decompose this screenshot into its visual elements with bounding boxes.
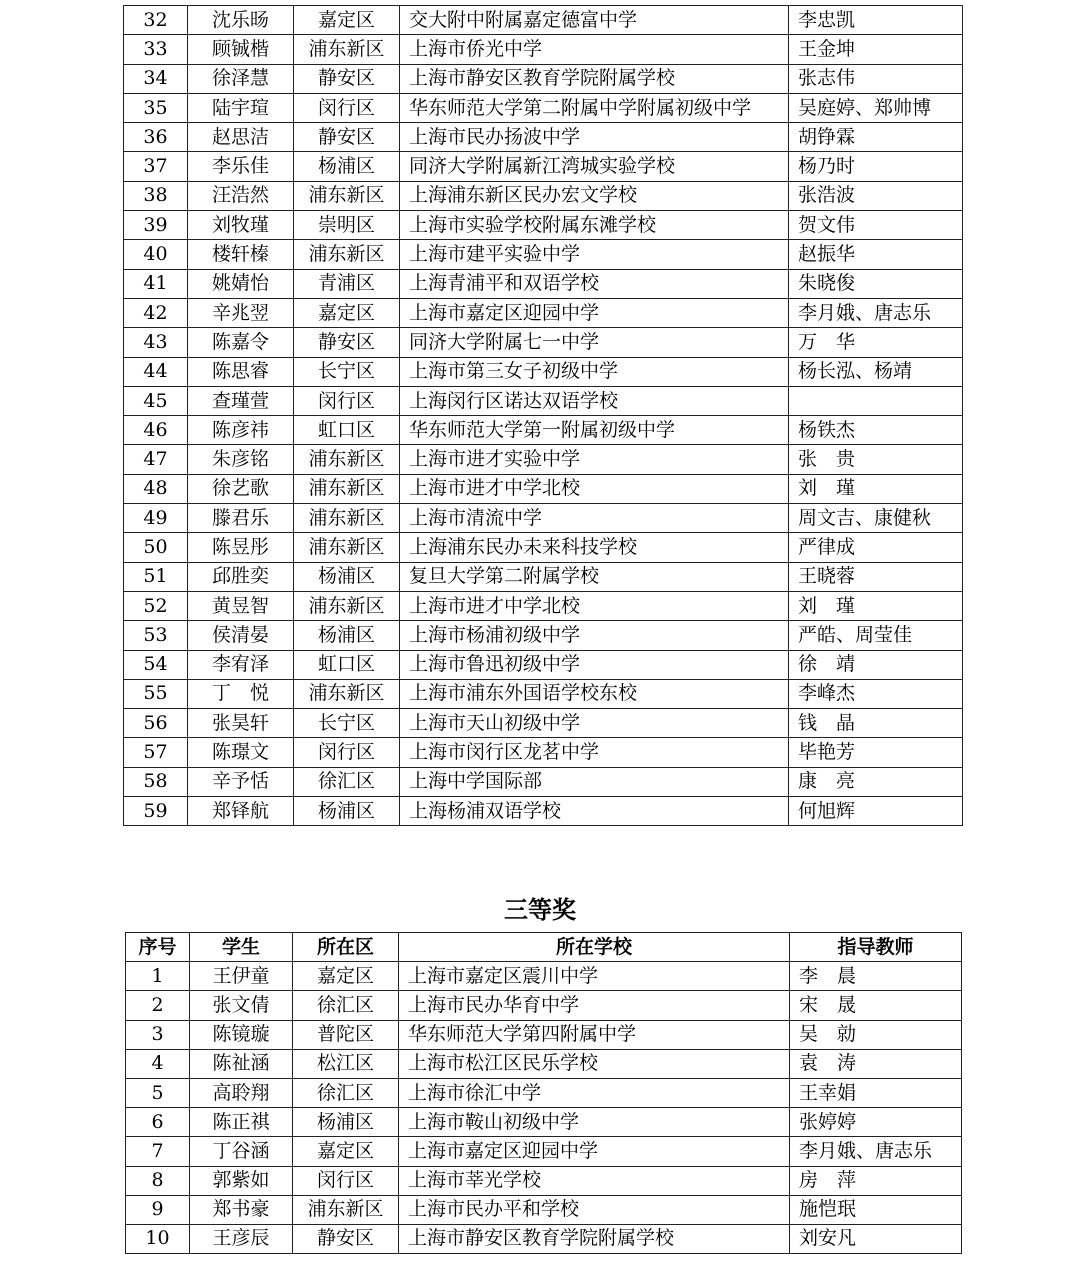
cell-district: 杨浦区 [294,152,400,181]
third-prize-table [125,932,962,1254]
third-prize-table-body [126,962,962,1254]
cell-teacher: 施恺珉 [790,1195,962,1224]
cell-teacher: 康 亮 [789,767,963,796]
cell-no: 59 [124,797,188,826]
cell-student: 辛兆翌 [188,298,294,327]
cell-no: 3 [126,1020,190,1049]
table-row [126,1108,962,1137]
cell-no: 9 [126,1195,190,1224]
cell-no: 34 [124,64,188,93]
header-student: 学生 [190,933,293,962]
cell-teacher: 万 华 [789,328,963,357]
cell-district: 浦东新区 [294,474,400,503]
table-row [124,6,963,35]
cell-district: 浦东新区 [293,1195,399,1224]
cell-no: 5 [126,1078,190,1107]
table-row [124,445,963,474]
cell-district: 浦东新区 [294,679,400,708]
table-row [124,328,963,357]
cell-student: 汪浩然 [188,181,294,210]
cell-no: 48 [124,474,188,503]
cell-student: 朱彦铭 [188,445,294,474]
cell-district: 普陀区 [293,1020,399,1049]
cell-school: 交大附中附属嘉定德富中学 [400,6,789,35]
cell-district: 浦东新区 [294,533,400,562]
cell-no: 51 [124,562,188,591]
cell-no: 47 [124,445,188,474]
cell-district: 浦东新区 [294,445,400,474]
cell-teacher: 张浩波 [789,181,963,210]
cell-district: 徐汇区 [293,1078,399,1107]
cell-teacher: 王金坤 [789,35,963,64]
cell-teacher: 杨铁杰 [789,416,963,445]
table-row [126,991,962,1020]
cell-no: 55 [124,679,188,708]
cell-district: 徐汇区 [293,991,399,1020]
table-row [124,93,963,122]
cell-teacher: 王幸娟 [790,1078,962,1107]
cell-district: 杨浦区 [294,621,400,650]
cell-district: 闵行区 [294,738,400,767]
cell-school: 上海市第三女子初级中学 [400,357,789,386]
cell-student: 沈乐旸 [188,6,294,35]
header-district: 所在区 [293,933,399,962]
table-row [124,738,963,767]
cell-student: 邱胜奕 [188,562,294,591]
third-prize-title: 三等奖 [504,895,576,924]
cell-district: 嘉定区 [294,6,400,35]
cell-district: 杨浦区 [294,562,400,591]
cell-school: 上海市嘉定区迎园中学 [400,298,789,327]
cell-no: 39 [124,211,188,240]
table-row [124,298,963,327]
cell-no: 1 [126,962,190,991]
cell-school: 上海浦东民办未来科技学校 [400,533,789,562]
cell-student: 徐艺歌 [188,474,294,503]
cell-no: 10 [126,1224,190,1253]
cell-teacher: 严皓、周莹佳 [789,621,963,650]
cell-no: 33 [124,35,188,64]
cell-district: 浦东新区 [294,591,400,620]
cell-teacher: 房 萍 [790,1166,962,1195]
cell-district: 闵行区 [293,1166,399,1195]
cell-school: 上海市清流中学 [400,504,789,533]
cell-school: 上海市实验学校附属东滩学校 [400,211,789,240]
cell-student: 陈昱彤 [188,533,294,562]
cell-school: 上海市进才中学北校 [400,591,789,620]
cell-district: 浦东新区 [294,181,400,210]
cell-district: 嘉定区 [293,1137,399,1166]
cell-district: 静安区 [293,1224,399,1253]
cell-district: 静安区 [294,64,400,93]
table-row [124,474,963,503]
cell-district: 青浦区 [294,269,400,298]
table-row [124,621,963,650]
cell-teacher: 袁 涛 [790,1049,962,1078]
table-row [124,416,963,445]
cell-school: 上海市松江区民乐学校 [399,1049,790,1078]
cell-school: 上海市杨浦初级中学 [400,621,789,650]
cell-no: 57 [124,738,188,767]
cell-no: 32 [124,6,188,35]
table-row [126,1166,962,1195]
cell-teacher: 徐 靖 [789,650,963,679]
cell-student: 楼轩榛 [188,240,294,269]
cell-no: 43 [124,328,188,357]
cell-student: 张文倩 [190,991,293,1020]
cell-teacher: 李峰杰 [789,679,963,708]
header-no: 序号 [126,933,190,962]
table-row [124,797,963,826]
table-row [126,1020,962,1049]
cell-no: 38 [124,181,188,210]
cell-district: 静安区 [294,123,400,152]
cell-teacher: 李月娥、唐志乐 [790,1137,962,1166]
cell-student: 李乐佳 [188,152,294,181]
cell-student: 郑铎航 [188,797,294,826]
cell-teacher: 严律成 [789,533,963,562]
cell-no: 41 [124,269,188,298]
cell-district: 长宁区 [294,709,400,738]
cell-school: 华东师范大学第一附属初级中学 [400,416,789,445]
cell-student: 辛予恬 [188,767,294,796]
cell-student: 陈璟文 [188,738,294,767]
cell-student: 侯清晏 [188,621,294,650]
cell-school: 上海市建平实验中学 [400,240,789,269]
cell-teacher: 李月娥、唐志乐 [789,298,963,327]
cell-student: 陈嘉令 [188,328,294,357]
cell-no: 7 [126,1137,190,1166]
cell-student: 李宥泽 [188,650,294,679]
cell-student: 陈祉涵 [190,1049,293,1078]
cell-school: 华东师范大学第二附属中学附属初级中学 [400,93,789,122]
table-row [124,591,963,620]
cell-no: 46 [124,416,188,445]
cell-no: 36 [124,123,188,152]
table-row [126,1049,962,1078]
cell-school: 上海市天山初级中学 [400,709,789,738]
cell-teacher: 钱 晶 [789,709,963,738]
cell-school: 上海市进才中学北校 [400,474,789,503]
cell-student: 王彦辰 [190,1224,293,1253]
table-row [124,650,963,679]
cell-school: 同济大学附属七一中学 [400,328,789,357]
table-row [124,767,963,796]
cell-district: 浦东新区 [294,504,400,533]
cell-student: 陈思睿 [188,357,294,386]
cell-teacher: 毕艳芳 [789,738,963,767]
cell-district: 松江区 [293,1049,399,1078]
table-row [124,504,963,533]
cell-no: 52 [124,591,188,620]
cell-district: 浦东新区 [294,35,400,64]
table-row [124,269,963,298]
cell-teacher: 吴 勍 [790,1020,962,1049]
table-row [124,533,963,562]
cell-teacher: 王晓蓉 [789,562,963,591]
cell-district: 嘉定区 [294,298,400,327]
cell-no: 58 [124,767,188,796]
cell-school: 上海市民办平和学校 [399,1195,790,1224]
cell-school: 上海市侨光中学 [400,35,789,64]
cell-no: 54 [124,650,188,679]
table-header-row [126,933,962,962]
cell-school: 上海浦东新区民办宏文学校 [400,181,789,210]
cell-school: 上海青浦平和双语学校 [400,269,789,298]
cell-teacher: 刘 瑾 [789,474,963,503]
cell-district: 杨浦区 [293,1108,399,1137]
cell-no: 40 [124,240,188,269]
cell-school: 复旦大学第二附属学校 [400,562,789,591]
table-row [124,386,963,415]
cell-student: 陆宇瑄 [188,93,294,122]
cell-school: 上海市徐汇中学 [399,1078,790,1107]
cell-teacher: 吴庭婷、郑帅博 [789,93,963,122]
cell-teacher: 刘 瑾 [789,591,963,620]
table-row [126,1137,962,1166]
cell-school: 上海市嘉定区迎园中学 [399,1137,790,1166]
cell-district: 长宁区 [294,357,400,386]
table-row [126,1224,962,1253]
cell-student: 姚婧怡 [188,269,294,298]
cell-no: 49 [124,504,188,533]
cell-teacher: 赵振华 [789,240,963,269]
cell-student: 丁谷涵 [190,1137,293,1166]
header-teacher: 指导教师 [790,933,962,962]
cell-school: 上海市静安区教育学院附属学校 [400,64,789,93]
cell-student: 徐泽慧 [188,64,294,93]
cell-student: 郑书豪 [190,1195,293,1224]
cell-school: 上海市鞍山初级中学 [399,1108,790,1137]
cell-teacher: 贺文伟 [789,211,963,240]
table-row [124,211,963,240]
cell-student: 陈镜璇 [190,1020,293,1049]
cell-no: 42 [124,298,188,327]
cell-school: 华东师范大学第四附属中学 [399,1020,790,1049]
cell-no: 50 [124,533,188,562]
cell-district: 闵行区 [294,93,400,122]
cell-teacher: 张 贵 [789,445,963,474]
table-row [124,709,963,738]
cell-teacher: 张志伟 [789,64,963,93]
cell-teacher: 李 晨 [790,962,962,991]
table-row [126,1195,962,1224]
cell-school: 上海闵行区诺达双语学校 [400,386,789,415]
cell-teacher: 杨乃时 [789,152,963,181]
cell-no: 2 [126,991,190,1020]
cell-student: 高聆翔 [190,1078,293,1107]
cell-no: 45 [124,386,188,415]
cell-school: 上海市民办扬波中学 [400,123,789,152]
cell-no: 4 [126,1049,190,1078]
cell-student: 赵思洁 [188,123,294,152]
cell-no: 44 [124,357,188,386]
table-row [124,35,963,64]
table-row [124,679,963,708]
cell-school: 上海市闵行区龙茗中学 [400,738,789,767]
cell-district: 浦东新区 [294,240,400,269]
cell-school: 同济大学附属新江湾城实验学校 [400,152,789,181]
cell-teacher: 周文吉、康健秋 [789,504,963,533]
table-row [124,123,963,152]
cell-school: 上海杨浦双语学校 [400,797,789,826]
table-row [124,181,963,210]
cell-school: 上海市进才实验中学 [400,445,789,474]
cell-school: 上海市民办华育中学 [399,991,790,1020]
cell-student: 刘牧瑾 [188,211,294,240]
cell-district: 嘉定区 [293,962,399,991]
cell-student: 郭紫如 [190,1166,293,1195]
cell-teacher: 杨长泓、杨靖 [789,357,963,386]
cell-district: 杨浦区 [294,797,400,826]
cell-district: 崇明区 [294,211,400,240]
cell-student: 陈彦祎 [188,416,294,445]
cell-teacher: 刘安凡 [790,1224,962,1253]
cell-teacher: 李忠凯 [789,6,963,35]
cell-school: 上海市鲁迅初级中学 [400,650,789,679]
cell-no: 6 [126,1108,190,1137]
cell-teacher: 胡铮霖 [789,123,963,152]
cell-school: 上海中学国际部 [400,767,789,796]
cell-no: 53 [124,621,188,650]
header-school: 所在学校 [399,933,790,962]
cell-no: 56 [124,709,188,738]
table-row [124,64,963,93]
cell-student: 查瑾萱 [188,386,294,415]
second-prize-table [123,5,963,826]
cell-district: 徐汇区 [294,767,400,796]
cell-student: 顾铖楷 [188,35,294,64]
cell-student: 张昊轩 [188,709,294,738]
table-row [126,962,962,991]
cell-district: 虹口区 [294,416,400,445]
cell-no: 8 [126,1166,190,1195]
cell-teacher: 何旭辉 [789,797,963,826]
cell-student: 王伊童 [190,962,293,991]
cell-student: 黄昱智 [188,591,294,620]
table-row [124,240,963,269]
cell-student: 陈正祺 [190,1108,293,1137]
cell-student: 丁 悦 [188,679,294,708]
cell-school: 上海市莘光学校 [399,1166,790,1195]
cell-teacher: 张婷婷 [790,1108,962,1137]
table-row [124,562,963,591]
cell-district: 闵行区 [294,386,400,415]
cell-no: 37 [124,152,188,181]
table-row [124,152,963,181]
cell-district: 静安区 [294,328,400,357]
cell-teacher: 宋 晟 [790,991,962,1020]
cell-teacher [789,386,963,415]
cell-school: 上海市浦东外国语学校东校 [400,679,789,708]
table-row [124,357,963,386]
cell-no: 35 [124,93,188,122]
cell-school: 上海市静安区教育学院附属学校 [399,1224,790,1253]
second-prize-table-body [124,6,963,826]
cell-teacher: 朱晓俊 [789,269,963,298]
table-row [126,1078,962,1107]
cell-district: 虹口区 [294,650,400,679]
cell-student: 滕君乐 [188,504,294,533]
cell-school: 上海市嘉定区震川中学 [399,962,790,991]
